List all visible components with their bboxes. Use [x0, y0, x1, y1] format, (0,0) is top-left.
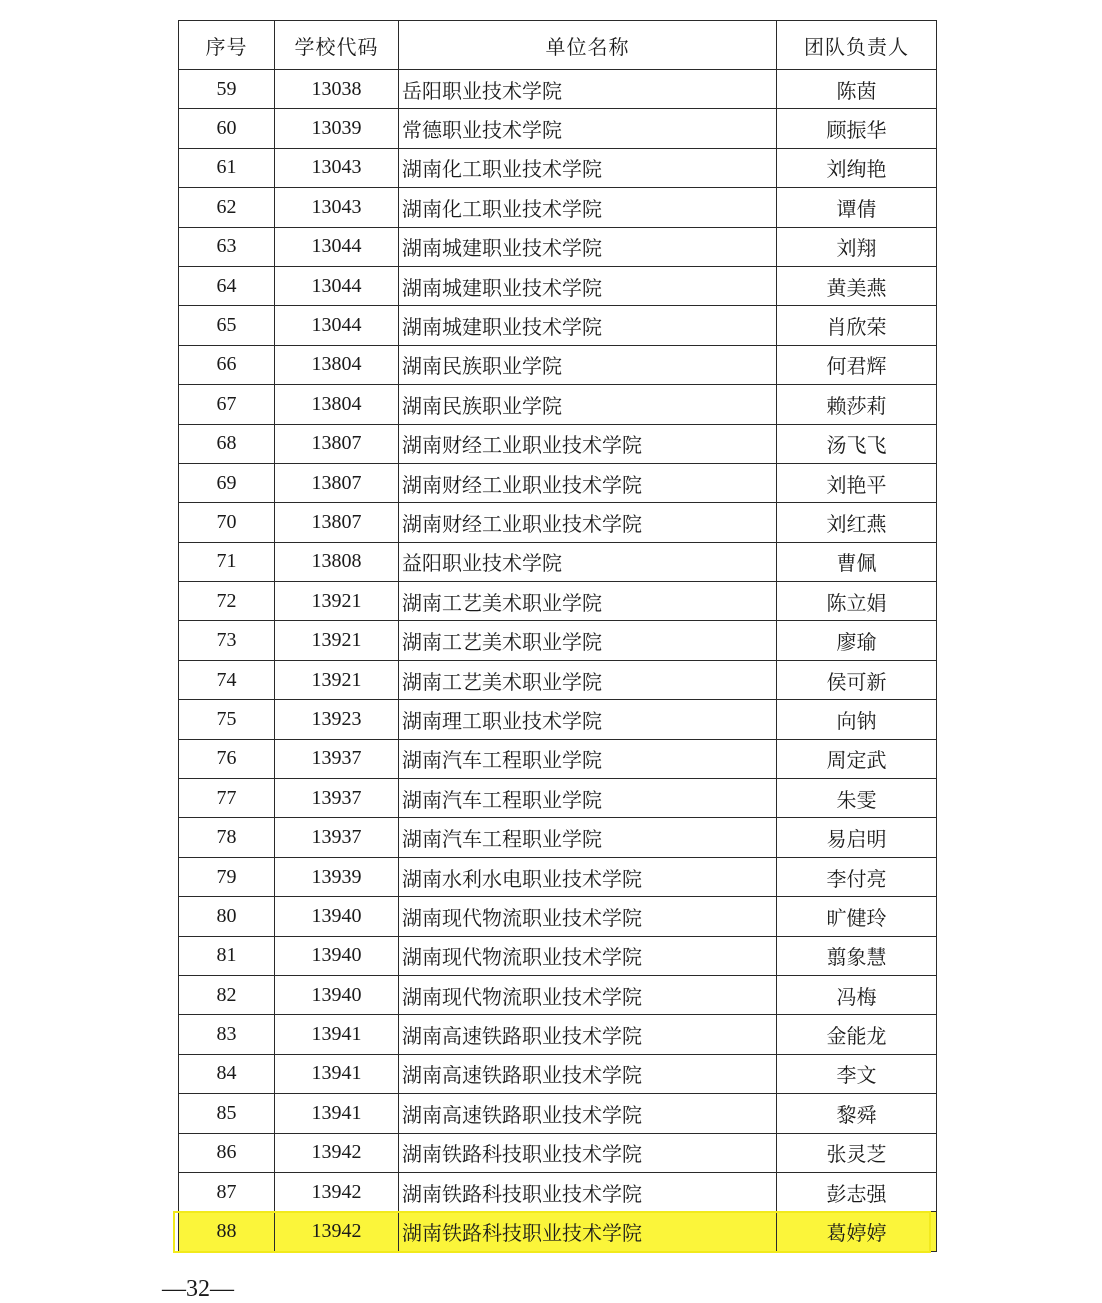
cell-unit-name: 湖南铁路科技职业技术学院 [399, 1172, 777, 1211]
cell-seq: 86 [179, 1133, 275, 1172]
cell-school-code: 13939 [275, 857, 399, 896]
cell-team-leader: 刘红燕 [777, 503, 937, 542]
cell-seq: 63 [179, 227, 275, 266]
cell-seq: 74 [179, 660, 275, 699]
cell-school-code: 13921 [275, 582, 399, 621]
cell-team-leader: 李文 [777, 1054, 937, 1093]
table-row [179, 188, 937, 227]
cell-seq: 87 [179, 1172, 275, 1211]
cell-team-leader: 冯梅 [777, 975, 937, 1014]
cell-school-code: 13043 [275, 148, 399, 187]
cell-unit-name: 湖南工艺美术职业学院 [399, 582, 777, 621]
cell-unit-name: 湖南化工职业技术学院 [399, 188, 777, 227]
table-row [179, 542, 937, 581]
cell-unit-name: 湖南民族职业学院 [399, 345, 777, 384]
cell-seq: 88 [179, 1212, 275, 1251]
table-row [179, 621, 937, 660]
cell-seq: 68 [179, 424, 275, 463]
header-team-leader: 团队负责人 [777, 21, 937, 70]
table-row [179, 700, 937, 739]
cell-seq: 79 [179, 857, 275, 896]
cell-school-code: 13044 [275, 266, 399, 305]
table-header [179, 21, 937, 70]
table-row [179, 463, 937, 502]
table-row [179, 306, 937, 345]
cell-team-leader: 金能龙 [777, 1015, 937, 1054]
cell-school-code: 13942 [275, 1212, 399, 1251]
table-row [179, 582, 937, 621]
table-row [179, 424, 937, 463]
cell-unit-name: 常德职业技术学院 [399, 109, 777, 148]
cell-unit-name: 岳阳职业技术学院 [399, 70, 777, 109]
cell-seq: 83 [179, 1015, 275, 1054]
cell-unit-name: 湖南汽车工程职业学院 [399, 779, 777, 818]
cell-school-code: 13940 [275, 897, 399, 936]
cell-unit-name: 湖南财经工业职业技术学院 [399, 424, 777, 463]
cell-unit-name: 湖南城建职业技术学院 [399, 266, 777, 305]
cell-unit-name: 湖南高速铁路职业技术学院 [399, 1015, 777, 1054]
cell-team-leader: 赖莎莉 [777, 385, 937, 424]
cell-team-leader: 顾振华 [777, 109, 937, 148]
cell-school-code: 13039 [275, 109, 399, 148]
table-row [179, 818, 937, 857]
header-school-code: 学校代码 [275, 21, 399, 70]
table-row [179, 109, 937, 148]
cell-seq: 71 [179, 542, 275, 581]
cell-team-leader: 陈茵 [777, 70, 937, 109]
cell-seq: 81 [179, 936, 275, 975]
table-row [179, 1094, 937, 1133]
cell-seq: 75 [179, 700, 275, 739]
cell-seq: 62 [179, 188, 275, 227]
cell-unit-name: 湖南水利水电职业技术学院 [399, 857, 777, 896]
table-row [179, 857, 937, 896]
table-row [179, 266, 937, 305]
cell-team-leader: 朱雯 [777, 779, 937, 818]
cell-seq: 65 [179, 306, 275, 345]
table-row [179, 975, 937, 1014]
cell-team-leader: 何君辉 [777, 345, 937, 384]
cell-seq: 77 [179, 779, 275, 818]
cell-team-leader: 易启明 [777, 818, 937, 857]
cell-school-code: 13804 [275, 385, 399, 424]
cell-unit-name: 湖南现代物流职业技术学院 [399, 936, 777, 975]
cell-unit-name: 湖南理工职业技术学院 [399, 700, 777, 739]
cell-team-leader: 肖欣荣 [777, 306, 937, 345]
table-row [179, 660, 937, 699]
cell-school-code: 13937 [275, 739, 399, 778]
table-row [179, 1133, 937, 1172]
header-row [179, 21, 937, 70]
table-row [179, 148, 937, 187]
cell-unit-name: 湖南铁路科技职业技术学院 [399, 1133, 777, 1172]
table-row [179, 227, 937, 266]
table-row [179, 70, 937, 109]
table-row [179, 1015, 937, 1054]
cell-school-code: 13942 [275, 1172, 399, 1211]
cell-school-code: 13941 [275, 1054, 399, 1093]
cell-team-leader: 刘翔 [777, 227, 937, 266]
cell-team-leader: 谭倩 [777, 188, 937, 227]
cell-school-code: 13807 [275, 463, 399, 502]
cell-school-code: 13921 [275, 621, 399, 660]
cell-school-code: 13940 [275, 975, 399, 1014]
cell-seq: 85 [179, 1094, 275, 1133]
cell-team-leader: 刘艳平 [777, 463, 937, 502]
cell-team-leader: 刘绚艳 [777, 148, 937, 187]
cell-seq: 59 [179, 70, 275, 109]
cell-school-code: 13941 [275, 1015, 399, 1054]
table-row [179, 1172, 937, 1211]
cell-team-leader: 汤飞飞 [777, 424, 937, 463]
cell-seq: 80 [179, 897, 275, 936]
cell-unit-name: 湖南现代物流职业技术学院 [399, 975, 777, 1014]
cell-unit-name: 湖南财经工业职业技术学院 [399, 503, 777, 542]
cell-unit-name: 湖南民族职业学院 [399, 385, 777, 424]
cell-team-leader: 翦象慧 [777, 936, 937, 975]
cell-school-code: 13941 [275, 1094, 399, 1133]
cell-seq: 67 [179, 385, 275, 424]
cell-team-leader: 陈立娟 [777, 582, 937, 621]
team-roster-table [178, 20, 937, 1252]
cell-seq: 78 [179, 818, 275, 857]
table-row [179, 936, 937, 975]
cell-team-leader: 廖瑜 [777, 621, 937, 660]
table-row [179, 1054, 937, 1093]
cell-unit-name: 湖南城建职业技术学院 [399, 227, 777, 266]
page-number: —32— [162, 1276, 234, 1302]
cell-school-code: 13808 [275, 542, 399, 581]
cell-team-leader: 曹佩 [777, 542, 937, 581]
table-row [179, 897, 937, 936]
cell-seq: 66 [179, 345, 275, 384]
cell-seq: 82 [179, 975, 275, 1014]
cell-unit-name: 湖南汽车工程职业学院 [399, 818, 777, 857]
cell-school-code: 13921 [275, 660, 399, 699]
table-row [179, 503, 937, 542]
cell-school-code: 13038 [275, 70, 399, 109]
table-body [179, 70, 937, 1252]
cell-unit-name: 湖南现代物流职业技术学院 [399, 897, 777, 936]
header-unit-name: 单位名称 [399, 21, 777, 70]
cell-team-leader: 黄美燕 [777, 266, 937, 305]
cell-team-leader: 葛婷婷 [777, 1212, 937, 1251]
cell-team-leader: 旷健玲 [777, 897, 937, 936]
cell-school-code: 13043 [275, 188, 399, 227]
cell-unit-name: 湖南财经工业职业技术学院 [399, 463, 777, 502]
cell-seq: 69 [179, 463, 275, 502]
cell-school-code: 13807 [275, 424, 399, 463]
cell-unit-name: 湖南铁路科技职业技术学院 [399, 1212, 777, 1251]
cell-seq: 72 [179, 582, 275, 621]
cell-school-code: 13942 [275, 1133, 399, 1172]
table-row [179, 1212, 937, 1251]
table-row [179, 385, 937, 424]
cell-school-code: 13804 [275, 345, 399, 384]
cell-unit-name: 湖南高速铁路职业技术学院 [399, 1054, 777, 1093]
cell-seq: 73 [179, 621, 275, 660]
cell-seq: 70 [179, 503, 275, 542]
cell-seq: 76 [179, 739, 275, 778]
cell-team-leader: 张灵芝 [777, 1133, 937, 1172]
cell-school-code: 13940 [275, 936, 399, 975]
table-row [179, 779, 937, 818]
cell-seq: 64 [179, 266, 275, 305]
cell-school-code: 13044 [275, 227, 399, 266]
cell-seq: 84 [179, 1054, 275, 1093]
cell-team-leader: 李付亮 [777, 857, 937, 896]
cell-seq: 60 [179, 109, 275, 148]
cell-school-code: 13044 [275, 306, 399, 345]
cell-school-code: 13923 [275, 700, 399, 739]
cell-unit-name: 湖南汽车工程职业学院 [399, 739, 777, 778]
cell-unit-name: 湖南城建职业技术学院 [399, 306, 777, 345]
table-row [179, 739, 937, 778]
cell-team-leader: 周定武 [777, 739, 937, 778]
cell-team-leader: 黎舜 [777, 1094, 937, 1133]
cell-unit-name: 湖南工艺美术职业学院 [399, 660, 777, 699]
header-seq: 序号 [179, 21, 275, 70]
cell-unit-name: 益阳职业技术学院 [399, 542, 777, 581]
cell-team-leader: 彭志强 [777, 1172, 937, 1211]
cell-school-code: 13937 [275, 779, 399, 818]
cell-seq: 61 [179, 148, 275, 187]
cell-unit-name: 湖南化工职业技术学院 [399, 148, 777, 187]
cell-team-leader: 向钠 [777, 700, 937, 739]
cell-unit-name: 湖南工艺美术职业学院 [399, 621, 777, 660]
cell-school-code: 13807 [275, 503, 399, 542]
table-row [179, 345, 937, 384]
cell-unit-name: 湖南高速铁路职业技术学院 [399, 1094, 777, 1133]
cell-school-code: 13937 [275, 818, 399, 857]
cell-team-leader: 侯可新 [777, 660, 937, 699]
